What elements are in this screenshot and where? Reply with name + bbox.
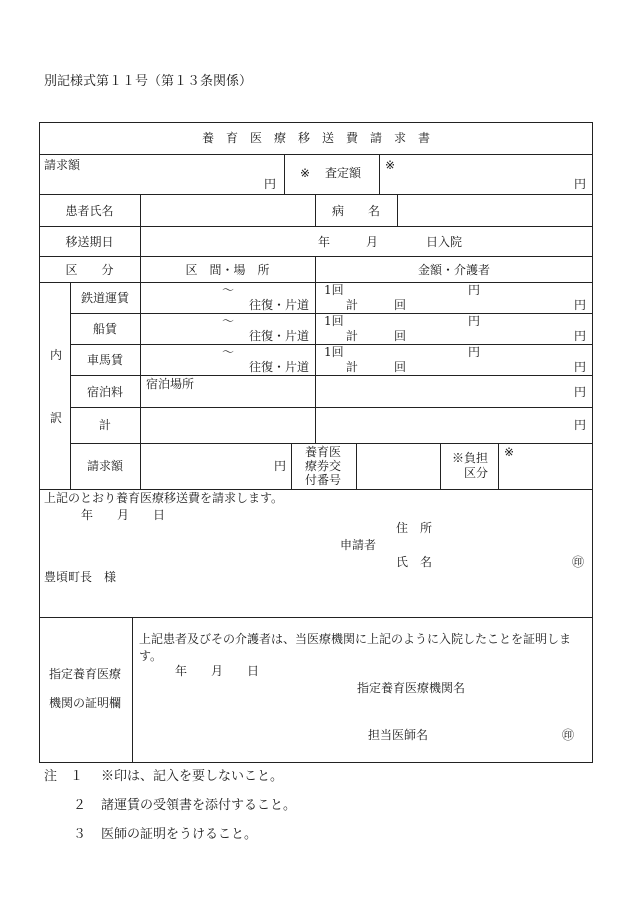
patient-name-label: 患者氏名 (65, 204, 114, 218)
fare-row-label: 鉄道運賃 (80, 291, 129, 305)
request-date: 年 月 日 (81, 508, 166, 522)
once-label: 1回 (324, 345, 344, 359)
request-statement: 上記のとおり養育医療移送費を請求します。 (44, 491, 284, 505)
certification-text-1: 上記患者及びその介護者は、当医療機関に上記のように入院したことを証明しま (139, 632, 572, 646)
burden-label-2: 区分 (464, 466, 489, 480)
address-label: 住 所 (396, 521, 433, 535)
detail-claim-label: 請求額 (86, 459, 123, 473)
certification-label-2: 機関の証明欄 (49, 696, 122, 710)
tilde: 〜 (222, 345, 235, 359)
assessed-label: 査定額 (325, 166, 362, 180)
trip-type: 往復・片道 (249, 360, 310, 374)
disease-label: 病 名 (331, 204, 380, 218)
seal-icon: ㊞ (562, 728, 575, 742)
certification-label-1: 指定養育医療 (49, 667, 122, 681)
section-place-header: 区 間・場 所 (185, 263, 270, 277)
claim-yen: 円 (264, 177, 277, 191)
fare-row-label: 船賃 (92, 322, 117, 336)
total-count: 計 回 (346, 298, 407, 312)
lodging-yen: 円 (574, 385, 587, 399)
note-text: ※印は、記入を要しないこと。 (101, 769, 284, 784)
once-yen: 円 (468, 283, 481, 297)
assessed-mark: ※ (385, 158, 396, 172)
seal-icon: ㊞ (572, 555, 585, 569)
ticket-number-label-1: 養育医 (305, 445, 342, 459)
fare-row-label: 車馬賃 (86, 353, 123, 367)
applicant-label: 申請者 (340, 538, 377, 552)
total-count: 計 回 (346, 329, 407, 343)
once-label: 1回 (324, 314, 344, 328)
note-number: 注 １ (44, 769, 84, 784)
ticket-number-label-3: 付番号 (305, 473, 342, 487)
transfer-date-label: 移送期日 (65, 235, 114, 249)
once-label: 1回 (324, 283, 344, 297)
burden-label-1: ※負担 (452, 451, 489, 465)
trip-type: 往復・片道 (249, 329, 310, 343)
doctor-label: 担当医師名 (368, 728, 429, 742)
ticket-number-label-2: 療券交 (305, 459, 342, 473)
details-label-2: 訳 (50, 411, 63, 425)
lodging-label: 宿泊料 (86, 385, 123, 399)
form-number-header: 別記様式第１１号（第１３条関係） (44, 74, 253, 89)
detail-claim-yen: 円 (274, 459, 287, 473)
details-label-1: 内 (50, 348, 63, 362)
assessed-yen: 円 (574, 177, 587, 191)
total-yen: 円 (574, 329, 587, 343)
claim-mark: ※ (300, 166, 311, 180)
category-header: 区 分 (65, 263, 114, 277)
addressee: 豊頃町長 様 (44, 570, 117, 584)
note-number: ２ (73, 798, 87, 813)
applicant-name-label: 氏 名 (396, 555, 433, 569)
note-text: 諸運賃の受領書を添付すること。 (101, 798, 297, 813)
amount-escort-header: 金額・介護者 (417, 263, 490, 277)
burden-mark: ※ (504, 445, 515, 459)
once-yen: 円 (468, 345, 481, 359)
certification-text-2: す。 (139, 649, 163, 663)
total-yen: 円 (574, 360, 587, 374)
tilde: 〜 (222, 283, 235, 297)
form-title: 養 育 医 療 移 送 費 請 求 書 (201, 131, 430, 145)
lodging-place-label: 宿泊場所 (146, 377, 195, 391)
note-text: 医師の証明をうけること。 (101, 827, 258, 842)
note-number: ３ (73, 827, 87, 842)
certification-date: 年 月 日 (175, 664, 260, 678)
subtotal-label: 計 (98, 418, 111, 432)
total-yen: 円 (574, 298, 587, 312)
trip-type: 往復・片道 (249, 298, 310, 312)
tilde: 〜 (222, 314, 235, 328)
once-yen: 円 (468, 314, 481, 328)
institution-label: 指定養育医療機関名 (357, 681, 466, 695)
total-count: 計 回 (346, 360, 407, 374)
subtotal-yen: 円 (574, 418, 587, 432)
claim-label: 請求額 (44, 158, 81, 172)
transfer-date-text: 年 月 日入院 (318, 235, 463, 249)
